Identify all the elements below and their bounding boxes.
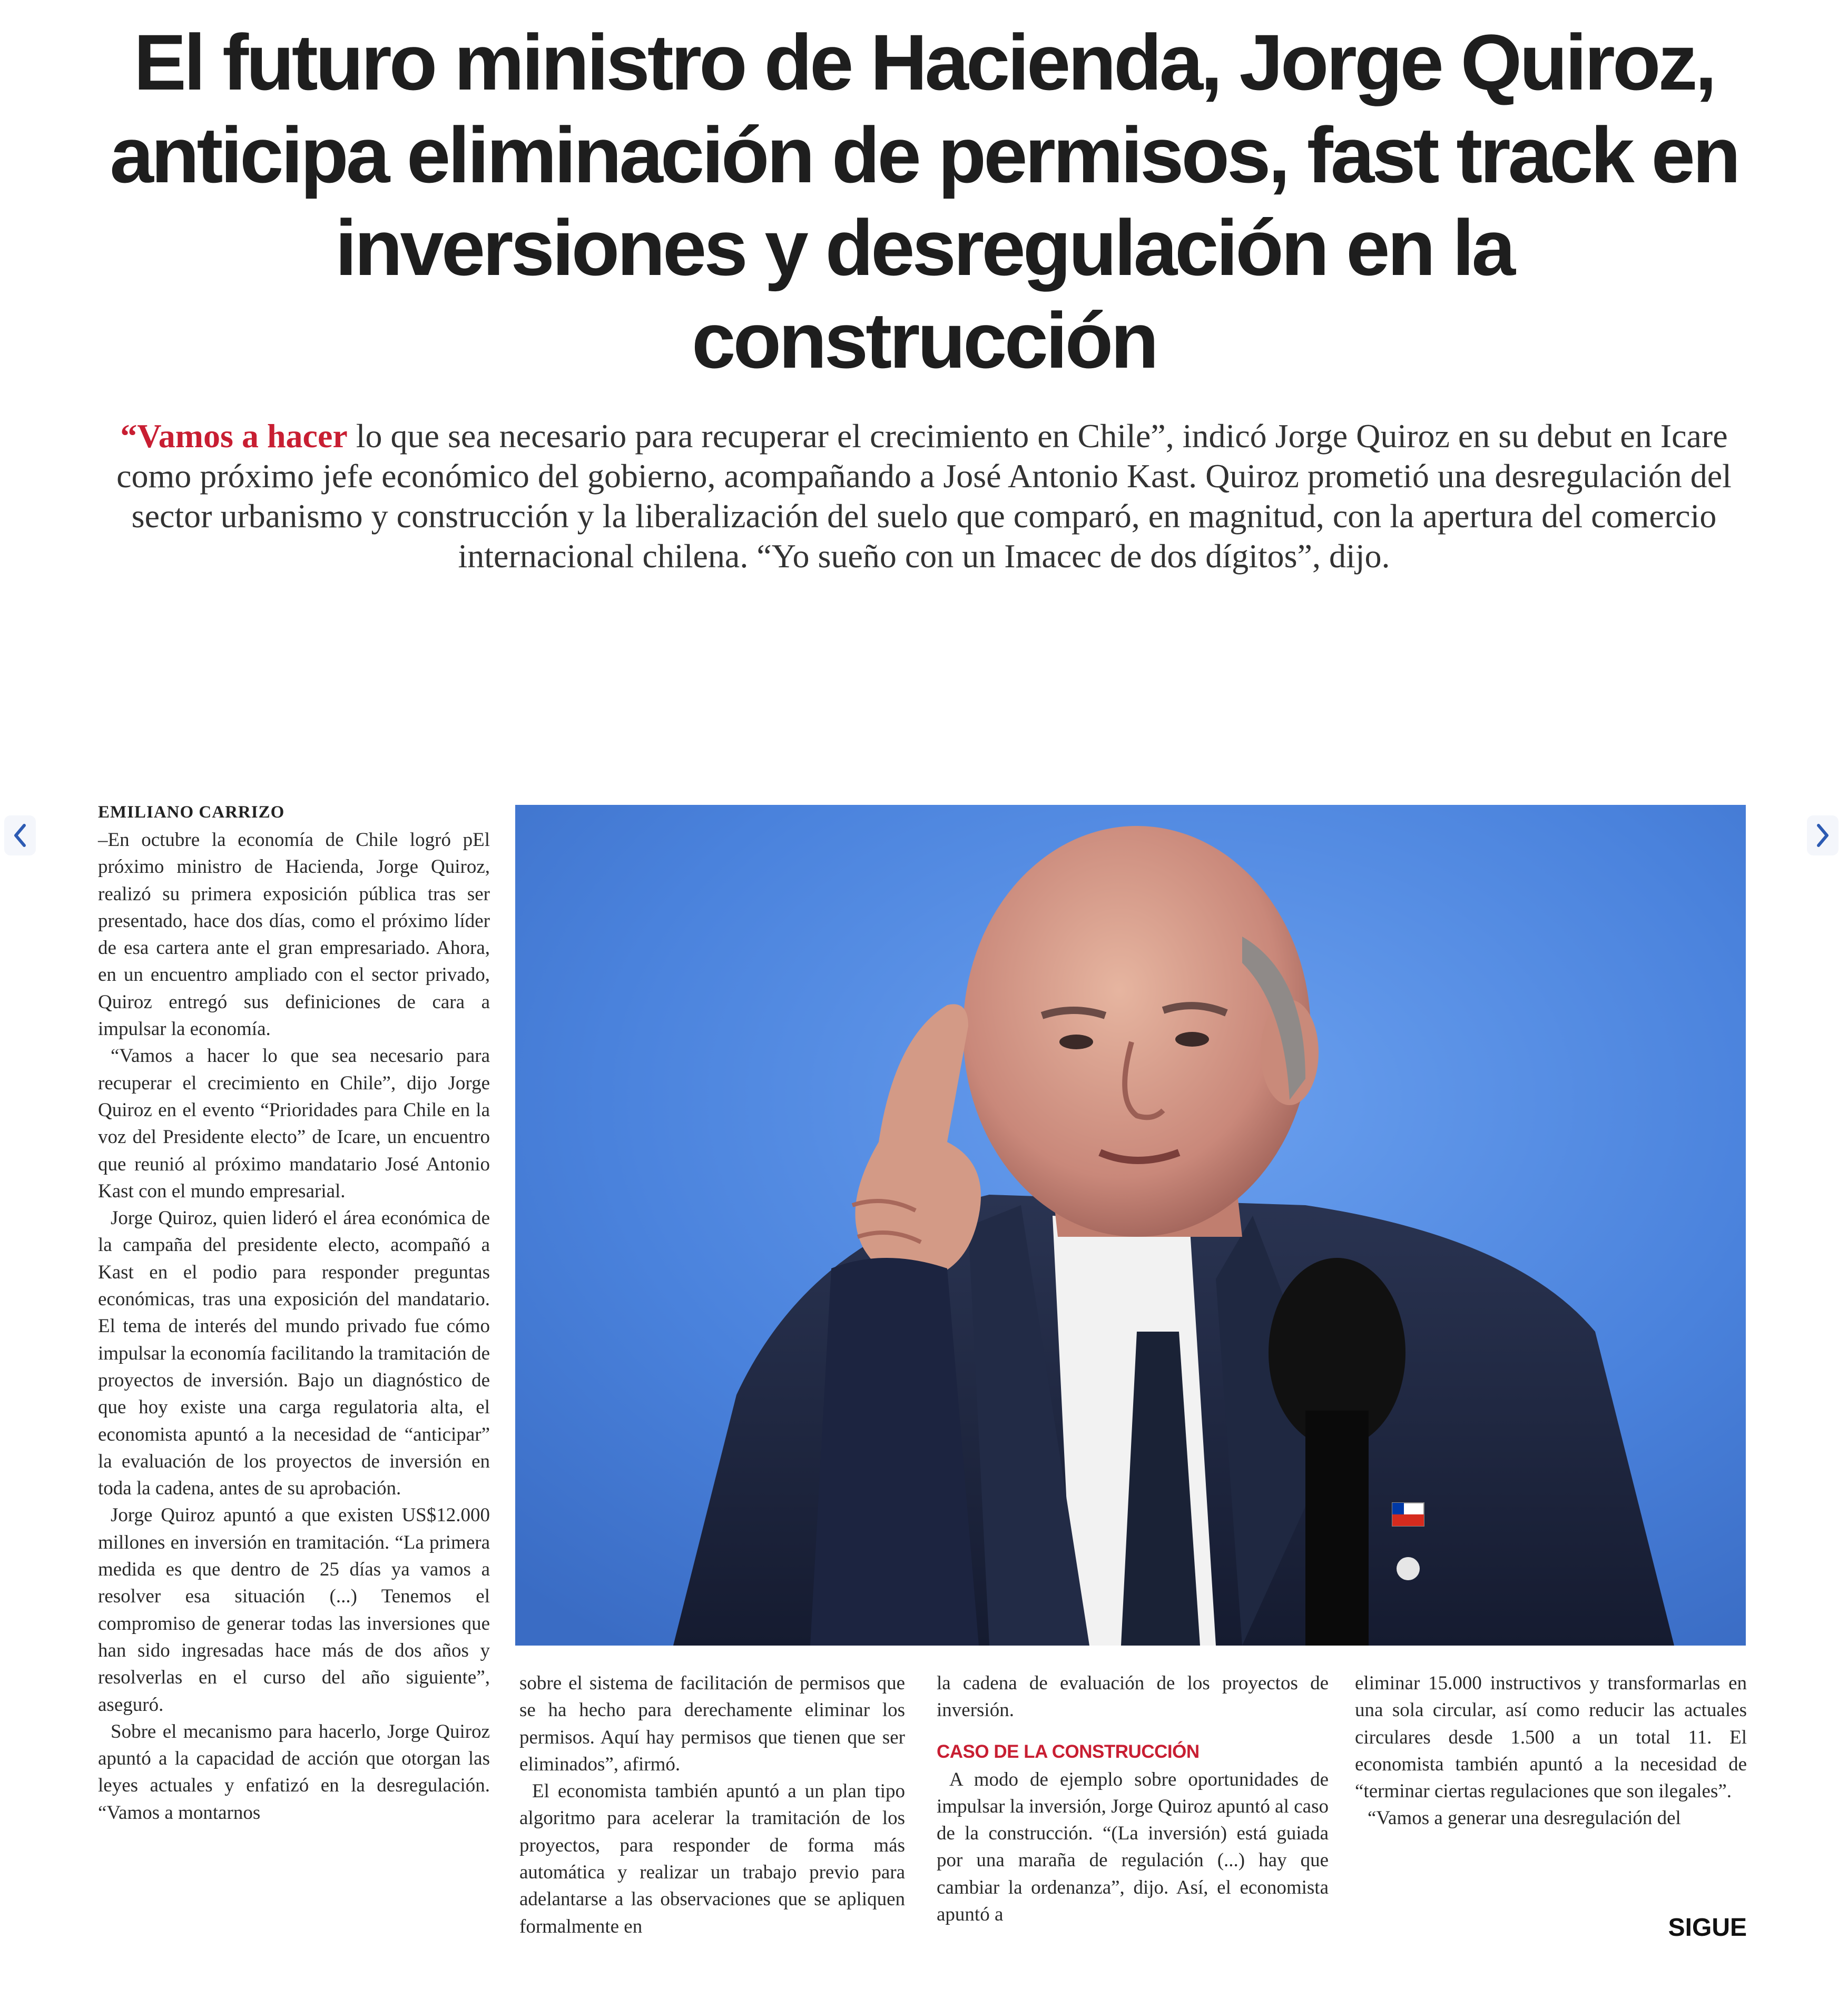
byline: EMILIANO CARRIZO	[98, 803, 285, 822]
paragraph: sobre el sistema de facilitación de permisos que se ha hecho para derechamente eliminar los permisos. Aquí hay permisos que tienen que ser eliminados”, afirmó.	[519, 1672, 905, 1775]
paragraph: Jorge Quiroz apuntó a que existen US$12.000 millones en inversión en tramitación. “La primera medida es que dentro de 25 días ya vamos a resolver esa situación (...) Tenemos el compromiso de generar todas las inversiones que han sido ingresadas hace más de dos años y resolverlas en el curso del año siguiente”, aseguró.	[98, 1504, 490, 1716]
paragraph: “Vamos a hacer lo que sea necesario para recuperar el crecimiento en Chile”, dijo Jorge Quiroz en el evento “Prioridades para Chile en la voz del Presidente electo” de Icare, un encuentro que reunió al próximo mandatario José Antonio Kast con el mundo empresarial.	[98, 1045, 490, 1202]
section-subhead: CASO DE LA CONSTRUCCIÓN	[937, 1741, 1200, 1762]
article-photo	[515, 805, 1746, 1646]
lead-text: lo que sea necesario para recuperar el crecimiento en Chile”, indicó Jorge Quiroz en su debut en Icare como próximo jefe económico del gobierno, acompañando a José Antonio Kast. Quiroz prometió una desregulación del sector urbanismo y construcción y la liberalización del suelo que comparó, en magnitud, con la apertura del comercio internacional chilena. “Yo sueño con un Imacec de dos dígitos”, dijo.	[116, 417, 1732, 575]
paragraph: eliminar 15.000 instructivos y transformarlas en una sola circular, así como reducir las actuales circulares desde 1.500 a un total 11. El economista también apuntó a la necesidad de “terminar ciertas regulaciones que son ilegales”.	[1355, 1672, 1747, 1803]
prev-page-button[interactable]	[4, 815, 36, 855]
paragraph: “Vamos a generar una desregulación del	[1368, 1807, 1681, 1829]
continue-label[interactable]: SIGUE	[1668, 1914, 1747, 1942]
chevron-left-icon	[11, 821, 30, 850]
paragraph: Jorge Quiroz, quien lideró el área económica de la campaña del presidente electo, acompañó a Kast en el podio para responder preguntas económicas, tras una exposición del mandatario. El tema de interés del mundo privado fue cómo impulsar la economía facilitando la tramitación de proyectos de inversión. Bajo un diagnóstico de que hoy existe una carga regulatoria alta, el economista apuntó a la necesidad de “anticipar” la evaluación de los proyectos de inversión en toda la cadena, antes de su aprobación.	[98, 1207, 490, 1500]
article-column-3	[937, 1670, 1329, 1928]
article-column-4	[1355, 1670, 1747, 1832]
paragraph: Sobre el mecanismo para hacerlo, Jorge Quiroz apuntó a la capacidad de acción que otorgan las leyes actuales y enfatizó en la desregulación. “Vamos a montarnos	[98, 1720, 490, 1824]
chevron-right-icon	[1813, 821, 1832, 850]
article-column-2	[519, 1670, 905, 1940]
paragraph: la cadena de evaluación de los proyectos de inversión.	[937, 1672, 1329, 1721]
lead-highlight: “Vamos a hacer	[120, 417, 348, 455]
next-page-button[interactable]	[1807, 815, 1839, 855]
paragraph: –En octubre la economía de Chile logró pEl próximo ministro de Hacienda, Jorge Quiroz, realizó su primera exposición pública tras ser presentado, hace dos días, como el próximo líder de esa cartera ante el gran empresariado. Ahora, en un encuentro ampliado con el sector privado, Quiroz entregó sus definiciones de cara a impulsar la economía.	[98, 829, 490, 1040]
paragraph: El economista también apuntó a un plan tipo algoritmo para acelerar la tramitación de los proyectos, para responder de forma más automática y realizar un trabajo previo para adelantarse a las observaciones que se apliquen formalmente en	[519, 1780, 905, 1937]
headline: El futuro ministro de Hacienda, Jorge Quiroz, anticipa eliminación de permisos, fast track en inversiones y desregulación en la construcción	[110, 18, 1738, 385]
article-column-1	[98, 801, 490, 1826]
lead-paragraph	[79, 416, 1769, 576]
paragraph: A modo de ejemplo sobre oportunidades de impulsar la inversión, Jorge Quiroz apuntó al caso de la construcción. “(La inversión) está guiada por una maraña de regulación (...) hay que cambiar la ordenanza”, dijo. Así, el economista apuntó a	[937, 1768, 1329, 1926]
